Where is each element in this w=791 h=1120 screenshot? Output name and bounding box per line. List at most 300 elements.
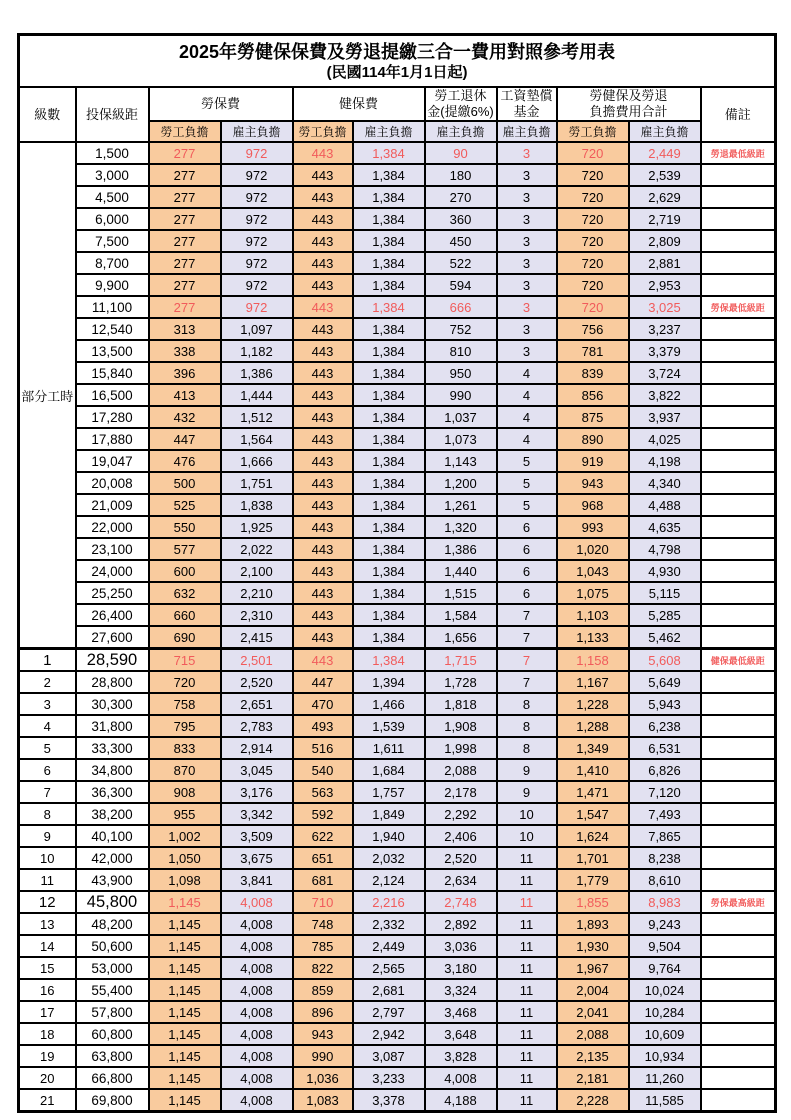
total-employer-cell: 6,826 — [629, 759, 701, 781]
salary-cell: 25,250 — [76, 582, 149, 604]
health-fee-employee-cell: 443 — [293, 649, 353, 672]
remark-cell — [701, 671, 776, 693]
total-employee-cell: 919 — [557, 450, 629, 472]
health-fee-employee-cell: 443 — [293, 274, 353, 296]
salary-cell: 15,840 — [76, 362, 149, 384]
total-employee-cell: 943 — [557, 472, 629, 494]
health-fee-employer-cell: 2,449 — [353, 935, 425, 957]
total-employer-cell: 3,379 — [629, 340, 701, 362]
pension-employer-cell: 1,998 — [425, 737, 497, 759]
level-cell: 4 — [19, 715, 76, 737]
table-row — [19, 913, 776, 935]
salary-cell: 33,300 — [76, 737, 149, 759]
salary-cell: 50,600 — [76, 935, 149, 957]
wage-fund-employer-cell: 11 — [497, 979, 557, 1001]
labor-fee-employee-cell: 1,145 — [149, 1089, 221, 1112]
wage-fund-employer-cell: 11 — [497, 1045, 557, 1067]
pension-employer-cell: 666 — [425, 296, 497, 318]
subheader-pension-employer: 雇主負擔 — [425, 121, 497, 142]
labor-fee-employee-cell: 1,050 — [149, 847, 221, 869]
labor-fee-employer-cell: 972 — [221, 142, 293, 164]
pension-employer-cell: 2,892 — [425, 913, 497, 935]
salary-cell: 38,200 — [76, 803, 149, 825]
health-fee-employee-cell: 470 — [293, 693, 353, 715]
pension-employer-cell: 1,037 — [425, 406, 497, 428]
total-employer-cell: 10,934 — [629, 1045, 701, 1067]
table-row — [19, 252, 776, 274]
health-fee-employer-cell: 2,332 — [353, 913, 425, 935]
labor-fee-employee-cell: 720 — [149, 671, 221, 693]
table-row — [19, 582, 776, 604]
level-cell: 1 — [19, 649, 76, 672]
table-row — [19, 715, 776, 737]
level-cell: 11 — [19, 869, 76, 891]
labor-fee-employer-cell: 972 — [221, 252, 293, 274]
pension-employer-cell: 3,828 — [425, 1045, 497, 1067]
page-subtitle: (民國114年1月1日起) — [326, 64, 468, 82]
remark-cell: 勞保最高級距 — [701, 891, 776, 913]
col-header-salary: 投保級距 — [76, 87, 149, 142]
salary-cell: 40,100 — [76, 825, 149, 847]
wage-fund-employer-cell: 11 — [497, 913, 557, 935]
labor-fee-employee-cell: 908 — [149, 781, 221, 803]
health-fee-employee-cell: 990 — [293, 1045, 353, 1067]
wage-fund-employer-cell: 11 — [497, 1067, 557, 1089]
pension-employer-cell: 2,178 — [425, 781, 497, 803]
total-employee-cell: 1,103 — [557, 604, 629, 626]
total-employee-cell: 890 — [557, 428, 629, 450]
labor-fee-employer-cell: 1,751 — [221, 472, 293, 494]
salary-cell: 28,800 — [76, 671, 149, 693]
total-employee-cell: 2,181 — [557, 1067, 629, 1089]
health-fee-employee-cell: 443 — [293, 318, 353, 340]
salary-cell: 7,500 — [76, 230, 149, 252]
health-fee-employee-cell: 516 — [293, 737, 353, 759]
wage-fund-employer-cell: 6 — [497, 560, 557, 582]
total-employee-cell: 720 — [557, 252, 629, 274]
health-fee-employee-cell: 681 — [293, 869, 353, 891]
table-row — [19, 781, 776, 803]
health-fee-employer-cell: 1,384 — [353, 406, 425, 428]
remark-cell — [701, 450, 776, 472]
salary-cell: 13,500 — [76, 340, 149, 362]
remark-cell — [701, 957, 776, 979]
pension-employer-cell: 3,468 — [425, 1001, 497, 1023]
remark-cell — [701, 472, 776, 494]
wage-fund-employer-cell: 4 — [497, 428, 557, 450]
health-fee-employee-cell: 651 — [293, 847, 353, 869]
salary-cell: 11,100 — [76, 296, 149, 318]
salary-cell: 21,009 — [76, 494, 149, 516]
level-cell: 8 — [19, 803, 76, 825]
pension-employer-cell: 1,515 — [425, 582, 497, 604]
table-row — [19, 472, 776, 494]
health-fee-employee-cell: 443 — [293, 428, 353, 450]
labor-fee-employer-cell: 972 — [221, 186, 293, 208]
pension-employer-cell: 270 — [425, 186, 497, 208]
remark-cell — [701, 560, 776, 582]
labor-fee-employer-cell: 2,651 — [221, 693, 293, 715]
health-fee-employer-cell: 3,378 — [353, 1089, 425, 1112]
health-fee-employee-cell: 443 — [293, 472, 353, 494]
total-employee-cell: 1,701 — [557, 847, 629, 869]
total-employee-cell: 1,228 — [557, 693, 629, 715]
remark-cell — [701, 626, 776, 649]
labor-fee-employee-cell: 277 — [149, 164, 221, 186]
labor-fee-employer-cell: 972 — [221, 164, 293, 186]
health-fee-employer-cell: 1,384 — [353, 472, 425, 494]
health-fee-employer-cell: 1,940 — [353, 825, 425, 847]
wage-fund-employer-cell: 11 — [497, 1023, 557, 1045]
labor-fee-employer-cell: 4,008 — [221, 1089, 293, 1112]
labor-fee-employee-cell: 313 — [149, 318, 221, 340]
total-employee-cell: 1,043 — [557, 560, 629, 582]
wage-fund-employer-cell: 8 — [497, 737, 557, 759]
pension-employer-cell: 522 — [425, 252, 497, 274]
table-row — [19, 516, 776, 538]
labor-fee-employer-cell: 1,666 — [221, 450, 293, 472]
total-employee-cell: 1,967 — [557, 957, 629, 979]
level-cell: 18 — [19, 1023, 76, 1045]
health-fee-employer-cell: 1,384 — [353, 340, 425, 362]
health-fee-employer-cell: 1,384 — [353, 626, 425, 649]
total-employee-cell: 839 — [557, 362, 629, 384]
total-employee-cell: 856 — [557, 384, 629, 406]
labor-fee-employee-cell: 715 — [149, 649, 221, 672]
table-row — [19, 450, 776, 472]
pension-employer-cell: 1,440 — [425, 560, 497, 582]
total-employee-cell: 1,779 — [557, 869, 629, 891]
remark-cell — [701, 362, 776, 384]
labor-fee-employer-cell: 1,512 — [221, 406, 293, 428]
labor-fee-employee-cell: 758 — [149, 693, 221, 715]
fee-comparison-table — [17, 33, 777, 1113]
labor-fee-employee-cell: 955 — [149, 803, 221, 825]
pension-employer-cell: 3,648 — [425, 1023, 497, 1045]
pension-employer-cell: 450 — [425, 230, 497, 252]
labor-fee-employee-cell: 550 — [149, 516, 221, 538]
wage-fund-employer-cell: 10 — [497, 803, 557, 825]
total-employer-cell: 10,024 — [629, 979, 701, 1001]
total-employer-cell: 8,610 — [629, 869, 701, 891]
health-fee-employee-cell: 540 — [293, 759, 353, 781]
level-cell: 21 — [19, 1089, 76, 1112]
level-cell: 13 — [19, 913, 76, 935]
labor-fee-employer-cell: 972 — [221, 296, 293, 318]
total-employee-cell: 2,041 — [557, 1001, 629, 1023]
total-employer-cell: 11,585 — [629, 1089, 701, 1112]
labor-fee-employee-cell: 833 — [149, 737, 221, 759]
pension-employer-cell: 1,715 — [425, 649, 497, 672]
health-fee-employer-cell: 1,384 — [353, 208, 425, 230]
pension-employer-cell: 4,188 — [425, 1089, 497, 1112]
labor-fee-employee-cell: 277 — [149, 230, 221, 252]
remark-cell — [701, 252, 776, 274]
salary-cell: 24,000 — [76, 560, 149, 582]
remark-cell — [701, 715, 776, 737]
table-row — [19, 737, 776, 759]
total-employee-cell: 720 — [557, 164, 629, 186]
health-fee-employer-cell: 1,384 — [353, 362, 425, 384]
col-header-note: 備註 — [701, 87, 776, 142]
table-row — [19, 1001, 776, 1023]
subheader-total-employee: 勞工負擔 — [557, 121, 629, 142]
total-employer-cell: 5,608 — [629, 649, 701, 672]
labor-fee-employer-cell: 1,386 — [221, 362, 293, 384]
labor-fee-employee-cell: 277 — [149, 252, 221, 274]
table-row — [19, 891, 776, 913]
wage-fund-employer-cell: 3 — [497, 186, 557, 208]
total-employee-cell: 1,167 — [557, 671, 629, 693]
remark-cell — [701, 803, 776, 825]
level-cell: 14 — [19, 935, 76, 957]
wage-fund-employer-cell: 7 — [497, 604, 557, 626]
wage-fund-employer-cell: 11 — [497, 935, 557, 957]
health-fee-employer-cell: 2,032 — [353, 847, 425, 869]
subheader-health-employer: 雇主負擔 — [353, 121, 425, 142]
total-employee-cell: 2,088 — [557, 1023, 629, 1045]
health-fee-employee-cell: 859 — [293, 979, 353, 1001]
health-fee-employee-cell: 443 — [293, 252, 353, 274]
total-employee-cell: 720 — [557, 208, 629, 230]
wage-fund-employer-cell: 3 — [497, 164, 557, 186]
salary-cell: 36,300 — [76, 781, 149, 803]
level-cell: 9 — [19, 825, 76, 847]
remark-cell — [701, 582, 776, 604]
health-fee-employee-cell: 592 — [293, 803, 353, 825]
total-employer-cell: 4,025 — [629, 428, 701, 450]
labor-fee-employer-cell: 1,097 — [221, 318, 293, 340]
wage-fund-employer-cell: 5 — [497, 450, 557, 472]
health-fee-employer-cell: 1,757 — [353, 781, 425, 803]
total-employer-cell: 4,488 — [629, 494, 701, 516]
wage-fund-employer-cell: 5 — [497, 494, 557, 516]
remark-cell — [701, 781, 776, 803]
total-employee-cell: 1,349 — [557, 737, 629, 759]
table-body — [19, 142, 776, 1112]
remark-cell — [701, 847, 776, 869]
health-fee-employee-cell: 443 — [293, 494, 353, 516]
labor-fee-employee-cell: 277 — [149, 208, 221, 230]
remark-cell — [701, 208, 776, 230]
level-cell: 15 — [19, 957, 76, 979]
health-fee-employer-cell: 1,849 — [353, 803, 425, 825]
pension-employer-cell: 810 — [425, 340, 497, 362]
total-employee-cell: 1,133 — [557, 626, 629, 649]
health-fee-employer-cell: 1,384 — [353, 230, 425, 252]
health-fee-employer-cell: 1,384 — [353, 164, 425, 186]
remark-cell — [701, 913, 776, 935]
group-header-row — [19, 87, 776, 121]
labor-fee-employee-cell: 277 — [149, 186, 221, 208]
salary-cell: 69,800 — [76, 1089, 149, 1112]
salary-cell: 23,100 — [76, 538, 149, 560]
page-title: 2025年勞健保保費及勞退提繳三合一費用對照參考用表 — [179, 41, 616, 62]
table-row — [19, 847, 776, 869]
total-employee-cell: 720 — [557, 274, 629, 296]
total-employer-cell: 3,237 — [629, 318, 701, 340]
wage-fund-employer-cell: 3 — [497, 252, 557, 274]
total-employer-cell: 7,120 — [629, 781, 701, 803]
pension-employer-cell: 2,292 — [425, 803, 497, 825]
health-fee-employer-cell: 2,681 — [353, 979, 425, 1001]
remark-cell — [701, 1023, 776, 1045]
health-fee-employee-cell: 443 — [293, 604, 353, 626]
level-cell: 3 — [19, 693, 76, 715]
pension-employer-cell: 3,324 — [425, 979, 497, 1001]
wage-fund-employer-cell: 3 — [497, 340, 557, 362]
salary-cell: 1,500 — [76, 142, 149, 164]
total-employer-cell: 9,243 — [629, 913, 701, 935]
health-fee-employee-cell: 822 — [293, 957, 353, 979]
wage-fund-employer-cell: 4 — [497, 362, 557, 384]
health-fee-employer-cell: 1,384 — [353, 560, 425, 582]
level-cell: 17 — [19, 1001, 76, 1023]
salary-cell: 66,800 — [76, 1067, 149, 1089]
salary-cell: 42,000 — [76, 847, 149, 869]
remark-cell — [701, 1089, 776, 1112]
table-row — [19, 362, 776, 384]
pension-employer-cell: 1,200 — [425, 472, 497, 494]
salary-cell: 17,880 — [76, 428, 149, 450]
remark-cell — [701, 604, 776, 626]
remark-cell — [701, 406, 776, 428]
total-employer-cell: 10,609 — [629, 1023, 701, 1045]
salary-cell: 63,800 — [76, 1045, 149, 1067]
wage-fund-employer-cell: 8 — [497, 693, 557, 715]
table-row — [19, 406, 776, 428]
total-employee-cell: 720 — [557, 296, 629, 318]
salary-cell: 20,008 — [76, 472, 149, 494]
pension-employer-cell: 1,818 — [425, 693, 497, 715]
wage-fund-employer-cell: 3 — [497, 296, 557, 318]
table-row — [19, 494, 776, 516]
table-row — [19, 1089, 776, 1112]
health-fee-employee-cell: 443 — [293, 384, 353, 406]
labor-fee-employer-cell: 1,444 — [221, 384, 293, 406]
labor-fee-employer-cell: 2,520 — [221, 671, 293, 693]
health-fee-employer-cell: 1,684 — [353, 759, 425, 781]
salary-cell: 43,900 — [76, 869, 149, 891]
table-row — [19, 1023, 776, 1045]
labor-fee-employee-cell: 277 — [149, 296, 221, 318]
total-employer-cell: 9,764 — [629, 957, 701, 979]
total-employee-cell: 1,020 — [557, 538, 629, 560]
pension-employer-cell: 1,320 — [425, 516, 497, 538]
col-header-pension: 勞工退休 金(提繳6%) — [425, 87, 497, 121]
total-employee-cell: 1,471 — [557, 781, 629, 803]
salary-cell: 16,500 — [76, 384, 149, 406]
total-employer-cell: 4,198 — [629, 450, 701, 472]
remark-cell — [701, 230, 776, 252]
subheader-wage-fund-employer: 雇主負擔 — [497, 121, 557, 142]
total-employer-cell: 10,284 — [629, 1001, 701, 1023]
health-fee-employee-cell: 785 — [293, 935, 353, 957]
health-fee-employer-cell: 1,384 — [353, 538, 425, 560]
table-row — [19, 649, 776, 672]
wage-fund-employer-cell: 3 — [497, 318, 557, 340]
table-row — [19, 208, 776, 230]
level-cell: 19 — [19, 1045, 76, 1067]
wage-fund-employer-cell: 8 — [497, 715, 557, 737]
total-employer-cell: 2,809 — [629, 230, 701, 252]
level-cell: 12 — [19, 891, 76, 913]
health-fee-employer-cell: 1,384 — [353, 494, 425, 516]
remark-cell — [701, 1067, 776, 1089]
table-row — [19, 935, 776, 957]
labor-fee-employer-cell: 4,008 — [221, 1045, 293, 1067]
pension-employer-cell: 360 — [425, 208, 497, 230]
health-fee-employer-cell: 2,942 — [353, 1023, 425, 1045]
wage-fund-employer-cell: 3 — [497, 274, 557, 296]
level-cell: 16 — [19, 979, 76, 1001]
labor-fee-employer-cell: 2,783 — [221, 715, 293, 737]
remark-cell — [701, 737, 776, 759]
total-employee-cell: 1,288 — [557, 715, 629, 737]
total-employee-cell: 781 — [557, 340, 629, 362]
total-employer-cell: 7,865 — [629, 825, 701, 847]
health-fee-employer-cell: 1,384 — [353, 384, 425, 406]
total-employer-cell: 4,635 — [629, 516, 701, 538]
labor-fee-employee-cell: 1,145 — [149, 913, 221, 935]
salary-cell: 12,540 — [76, 318, 149, 340]
wage-fund-employer-cell: 11 — [497, 869, 557, 891]
health-fee-employer-cell: 2,797 — [353, 1001, 425, 1023]
health-fee-employer-cell: 1,384 — [353, 450, 425, 472]
total-employer-cell: 9,504 — [629, 935, 701, 957]
table-row — [19, 604, 776, 626]
remark-cell — [701, 538, 776, 560]
salary-cell: 28,590 — [76, 649, 149, 672]
health-fee-employee-cell: 443 — [293, 516, 353, 538]
health-fee-employer-cell: 1,384 — [353, 428, 425, 450]
pension-employer-cell: 1,728 — [425, 671, 497, 693]
table-row — [19, 318, 776, 340]
pension-employer-cell: 3,036 — [425, 935, 497, 957]
labor-fee-employer-cell: 1,838 — [221, 494, 293, 516]
total-employer-cell: 2,953 — [629, 274, 701, 296]
level-cell: 5 — [19, 737, 76, 759]
labor-fee-employer-cell: 3,675 — [221, 847, 293, 869]
pension-employer-cell: 594 — [425, 274, 497, 296]
remark-cell — [701, 384, 776, 406]
wage-fund-employer-cell: 11 — [497, 847, 557, 869]
wage-fund-employer-cell: 3 — [497, 230, 557, 252]
labor-fee-employer-cell: 4,008 — [221, 935, 293, 957]
health-fee-employee-cell: 443 — [293, 142, 353, 164]
health-fee-employee-cell: 443 — [293, 450, 353, 472]
total-employee-cell: 720 — [557, 186, 629, 208]
salary-cell: 55,400 — [76, 979, 149, 1001]
col-header-wage-fund: 工資墊償 基金 — [497, 87, 557, 121]
remark-cell: 勞退最低級距 — [701, 142, 776, 164]
salary-cell: 31,800 — [76, 715, 149, 737]
health-fee-employee-cell: 443 — [293, 406, 353, 428]
table-row — [19, 626, 776, 649]
labor-fee-employee-cell: 1,145 — [149, 935, 221, 957]
level-cell: 20 — [19, 1067, 76, 1089]
wage-fund-employer-cell: 11 — [497, 957, 557, 979]
total-employee-cell: 720 — [557, 230, 629, 252]
labor-fee-employee-cell: 690 — [149, 626, 221, 649]
labor-fee-employee-cell: 277 — [149, 274, 221, 296]
health-fee-employee-cell: 563 — [293, 781, 353, 803]
remark-cell — [701, 693, 776, 715]
health-fee-employer-cell: 1,384 — [353, 296, 425, 318]
total-employee-cell: 1,624 — [557, 825, 629, 847]
health-fee-employee-cell: 443 — [293, 340, 353, 362]
wage-fund-employer-cell: 11 — [497, 1001, 557, 1023]
